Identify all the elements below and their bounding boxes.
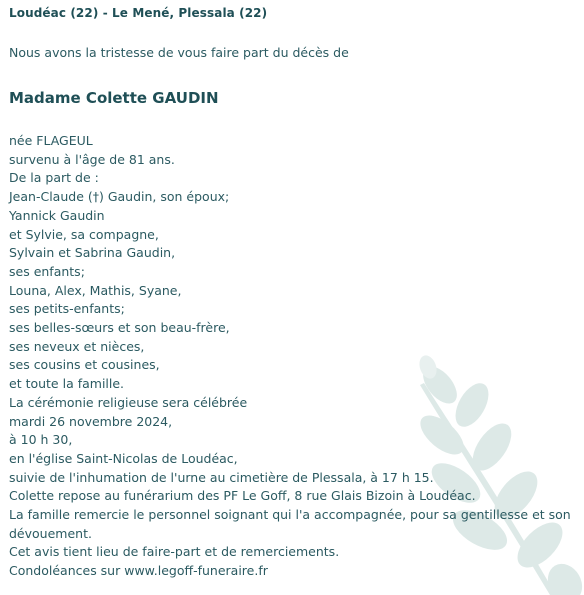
deceased-name: Madame Colette GAUDIN (9, 89, 219, 107)
notice-line: née FLAGEUL (9, 133, 93, 148)
notice-line: Jean-Claude (†) Gaudin, son époux; (9, 189, 230, 205)
notice-line: ses belles-sœurs et son beau-frère, (9, 320, 230, 336)
location-header: Loudéac (22) - Le Mené, Plessala (22) (9, 6, 268, 20)
notice-line: De la part de : (9, 170, 99, 186)
notice-line: La cérémonie religieuse sera célébrée (9, 394, 248, 410)
notice-line: et Sylvie, sa compagne, (9, 226, 159, 242)
notice-line: Cet avis tient lieu de faire-part et de remerciements. (9, 544, 340, 560)
notice-line: dévouement. (9, 525, 92, 541)
notice-line: survenu à l'âge de 81 ans. (9, 151, 175, 167)
notice-line: Sylvain et Sabrina Gaudin, (9, 245, 176, 261)
intro-text: Nous avons la tristesse de vous faire part du décès de (9, 45, 349, 60)
notice-line: ses petits-enfants; (9, 301, 125, 317)
notice-line: ses cousins et cousines, (9, 357, 160, 373)
notice-line: suivie de l'inhumation de l'urne au cimetière de Plessala, à 17 h 15. (9, 469, 434, 485)
notice-line: mardi 26 novembre 2024, (9, 413, 173, 429)
notice-line: Yannick Gaudin (9, 207, 105, 223)
notice-line: La famille remercie le personnel soignant qui l'a accompagnée, pour sa gentillesse et son (9, 507, 571, 523)
notice-line: Colette repose au funérarium des PF Le Goff, 8 rue Glais Bizoin à Loudéac. (9, 488, 476, 504)
notice-body (9, 132, 569, 581)
notice-line: ses enfants; (9, 263, 85, 279)
notice-line: et toute la famille. (9, 376, 125, 392)
notice-line: Louna, Alex, Mathis, Syane, (9, 282, 182, 298)
notice-line: Condoléances sur www.legoff-funeraire.fr (9, 563, 268, 579)
notice-line: ses neveux et nièces, (9, 338, 145, 354)
notice-line: à 10 h 30, (9, 432, 73, 448)
notice-line: en l'église Saint-Nicolas de Loudéac, (9, 450, 238, 466)
